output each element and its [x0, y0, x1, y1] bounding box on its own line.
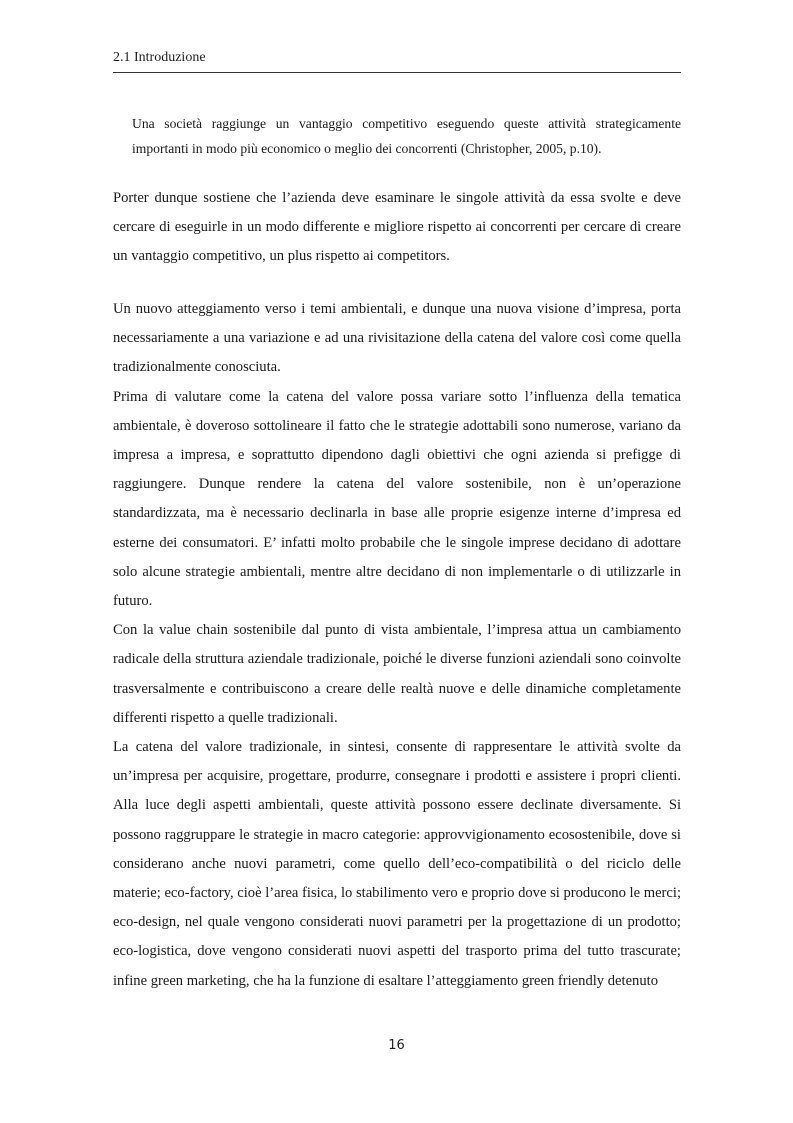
paragraph-traditional-value-chain: La catena del valore tradizionale, in sintesi, consente di rappresentare le attività svolte da un’impresa per acquisire, progettare, produrre, consegnare i prodotti e assistere i propri clienti. Alla luce degli aspetti ambientali, queste attività possono essere declinate diversamente. Si possono raggruppare le strategie in macro categorie: approvvigionamento ecosostenibile, dove si considerano anche nuovi parametri, come quello dell’eco-compatibilità o del riciclo delle materie; eco-factory, cioè l’area fisica, lo stabilimento vero e proprio dove si producono le merci; eco-design, nel quale vengono considerati nuovi parametri per la progettazione di un prodotto; eco-logistica, dove vengono considerati nuovi aspetti del trasporto prima del tutto trascurate; infine green marketing, che ha la funzione di esaltare l’atteggiamento green friendly detenuto: [113, 739, 681, 989]
running-header: [113, 48, 681, 73]
block-quote: Una società raggiunge un vantaggio competitivo eseguendo queste attività strategicamente importanti in modo più economico o meglio dei concorrenti (Christopher, 2005, p.10).: [132, 116, 681, 156]
section-title: 2.1 Introduzione: [113, 50, 206, 65]
paragraph-porter: Porter dunque sostiene che l’azienda deve esaminare le singole attività da essa svolte e deve cercare di eseguirle in un modo differente e migliore rispetto ai concorrenti per cercare di creare un vantaggio competitivo, un plus rispetto ai competitors.: [113, 190, 681, 265]
page-number: 16: [388, 1038, 405, 1053]
paragraph-value-chain-sustainable: Con la value chain sostenibile dal punto di vista ambientale, l’impresa attua un cambiamento radicale della struttura aziendale tradizionale, poiché le diverse funzioni aziendali sono coinvolte trasversalmente e contribuiscono a creare delle realtà nuove e delle dinamiche completamente differenti rispetto a quelle tradizionali.: [113, 622, 681, 726]
paragraph-strategies: Prima di valutare come la catena del valore possa variare sotto l’influenza della tematica ambientale, è doveroso sottolineare il fatto che le strategie adottabili sono numerose, variano da impresa a impresa, e soprattutto dipendono dagli obiettivi che ogni azienda si prefigge di raggiungere. Dunque rendere la catena del valore sostenibile, non è un’operazione standardizzata, ma è necessario declinarla in base alle proprie esigenze interne d’impresa ed esterne dei consumatori. E’ infatti molto probabile che le singole imprese decidano di adottare solo alcune strategie ambientali, mentre altre decidano di non implementarle o di utilizzarle in futuro.: [113, 388, 681, 610]
paragraph-new-attitude: Un nuovo atteggiamento verso i temi ambientali, e dunque una nuova visione d’impresa, porta necessariamente a una variazione e ad una rivisitazione della catena del valore così come quella tradizionalmente conosciuta.: [113, 301, 681, 376]
body-paragraphs: [113, 295, 681, 996]
